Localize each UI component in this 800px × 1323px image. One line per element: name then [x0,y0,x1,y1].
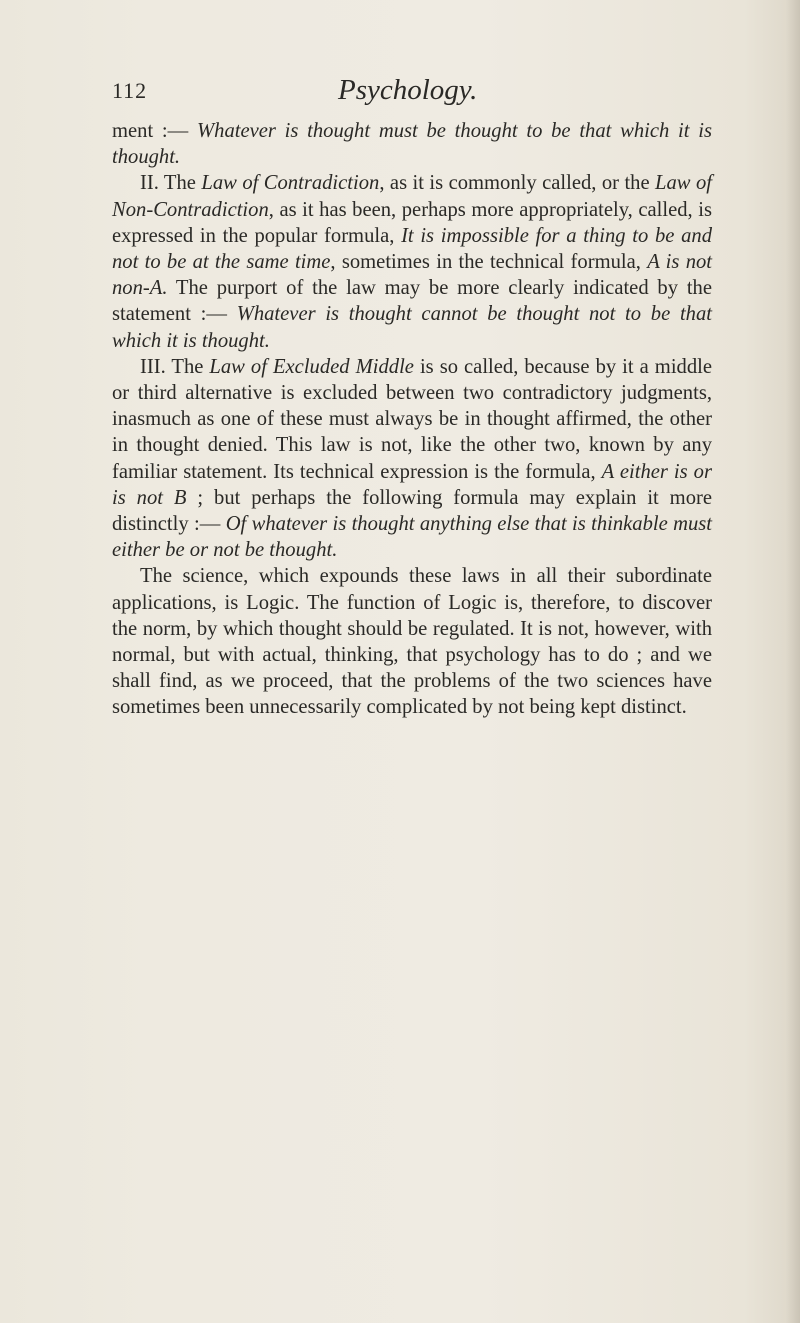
text-segment: ; but perhaps the following formula may explain it more distinctly :— [112,486,712,536]
text-segment: , as it has been, perhaps more appropriately, called, is expressed in the popular formula, [112,198,712,247]
text-segment: The science, which expounds these laws in all their subordinate applications, is Logic. The function of Logic is, therefore, to discover the norm, by which thought should be regulated. It is not, however, with normal, but with actual, thinking, that psychology has to do ; and we shall find, as we proceed, that the problems of the two sciences have sometimes been unnecessarily complicated by not being kept distinct. [112,565,712,719]
italic-formula: A is not non-A. [112,251,713,300]
page-edge-shadow [786,0,800,1323]
italic-formula: A either is or is not B [112,460,712,509]
italic-term: Law of Non-Contradiction [112,172,712,221]
page-title: Psychology. [338,74,478,106]
paragraph-logic [112,563,712,720]
italic-statement: Whatever is thought must be thought to be that which it is thought. [112,120,712,169]
text-segment: , as it is commonly called, or the [379,172,656,195]
italic-formula: It is impossible for a thing to be and not to be at the same time [112,224,712,274]
text-segment: is so called, because by it a middle or third alternative is excluded between two contradictory judgments, inasmuch as one of these must always be in thought affirmed, the other in thought denied. This law is not, like the other two, known by any familiar statement. Its technical expression is the formula, [112,355,712,483]
italic-term: Law of Excluded Middle [209,355,414,378]
italic-statement: Of whatever is thought anything else that is thinkable must either be or not be thought. [112,513,713,562]
text-segment: The purport of the law may be more clearly indicated by the statement :— [112,277,712,326]
italic-term: Law of Contradiction [201,172,380,195]
text-segment: , sometimes in the technical formula, [330,251,648,274]
paragraph-law-of-contradiction [112,170,712,353]
text-segment: III. The [140,355,210,378]
body-text [112,118,712,721]
running-head [112,74,712,108]
paragraph-continuation [112,118,712,170]
italic-statement: Whatever is thought cannot be thought not to be that which it is thought. [112,303,712,352]
text-segment: ment :— [112,120,197,142]
text-segment: II. The [140,172,202,195]
page-number: 112 [112,78,148,103]
paragraph-law-of-excluded-middle [112,354,712,564]
